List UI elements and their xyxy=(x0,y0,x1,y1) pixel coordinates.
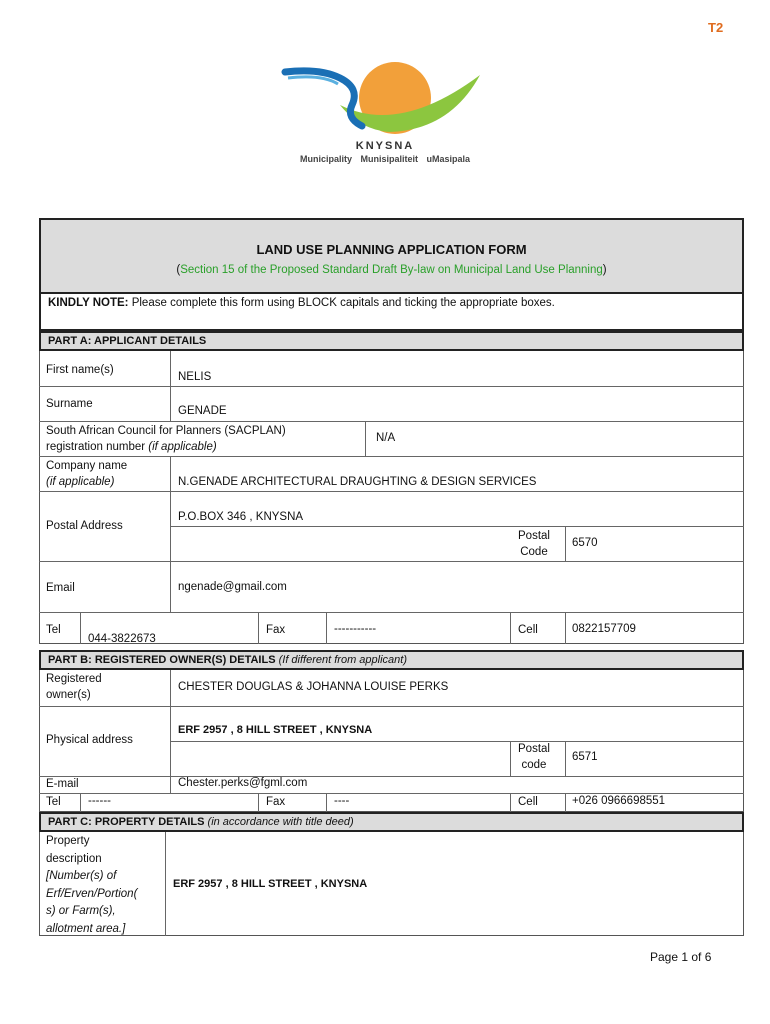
company-field[interactable]: N.GENADE ARCHITECTURAL DRAUGHTING & DESIGN SERVICES xyxy=(178,476,537,488)
property-description-label: Property description [Number(s) of Erf/Erven/Portion( s) or Farm(s), allotment area.] xyxy=(46,835,138,935)
form-code: T2 xyxy=(708,20,724,35)
email-field[interactable]: ngenade@gmail.com xyxy=(178,581,287,593)
company-label: Company name (if applicable) xyxy=(46,460,128,488)
owner-tel-field[interactable]: ------ xyxy=(88,795,111,807)
owner-email-field[interactable]: Chester.perks@fgml.com xyxy=(178,777,308,789)
form-title: LAND USE PLANNING APPLICATION FORM xyxy=(256,242,527,257)
part-a-table xyxy=(39,351,744,644)
knysna-logo xyxy=(280,60,490,140)
postal-address-label: Postal Address xyxy=(46,520,123,532)
physical-address-label: Physical address xyxy=(46,734,133,746)
page-number: Page 1 of 6 xyxy=(650,950,712,964)
owner-postal-code-label: Postal code xyxy=(518,743,550,771)
first-name-label: First name(s) xyxy=(46,364,114,376)
owner-fax-label: Fax xyxy=(266,796,286,808)
owner-fax-field[interactable]: ---- xyxy=(334,795,350,807)
surname-field[interactable]: GENADE xyxy=(178,405,227,417)
owner-cell-field[interactable]: +026 0966698551 xyxy=(572,795,666,807)
org-name: KNYSNA xyxy=(355,140,415,152)
part-a-heading: PART A: APPLICANT DETAILS xyxy=(39,331,744,351)
postal-code-label: Postal Code xyxy=(518,530,550,558)
owner-cell-label: Cell xyxy=(518,796,538,808)
first-name-field[interactable]: NELIS xyxy=(178,371,212,383)
owners-field[interactable]: CHESTER DOUGLAS & JOHANNA LOUISE PERKS xyxy=(178,681,449,693)
cell-label: Cell xyxy=(518,624,538,636)
cell-field[interactable]: 0822157709 xyxy=(572,623,636,635)
email-label: Email xyxy=(46,582,75,594)
form-title-block xyxy=(39,218,744,294)
sacplan-label: South African Council for Planners (SACPLAN) registration number (if applicable) xyxy=(46,425,286,453)
owner-postal-code-field[interactable]: 6571 xyxy=(572,751,598,763)
postal-address-field[interactable]: P.O.BOX 346 , KNYSNA xyxy=(178,511,304,523)
part-c-table xyxy=(39,832,744,936)
part-b-heading: PART B: REGISTERED OWNER(S) DETAILS (If different from applicant) xyxy=(39,650,744,670)
property-description-field[interactable]: ERF 2957 , 8 HILL STREET , KNYSNA xyxy=(173,878,368,890)
tel-label: Tel xyxy=(46,624,61,636)
owners-label: Registered owner(s) xyxy=(46,673,102,701)
kindly-note: KINDLY NOTE: Please complete this form using BLOCK capitals and ticking the appropriate boxes. xyxy=(39,294,744,331)
postal-code-field[interactable]: 6570 xyxy=(572,537,598,549)
fax-label: Fax xyxy=(266,624,286,636)
sacplan-field[interactable]: N/A xyxy=(376,432,396,444)
owner-email-label: E-mail xyxy=(46,778,79,790)
surname-label: Surname xyxy=(46,398,93,410)
form-subtitle: (Section 15 of the Proposed Standard Draft By-law on Municipal Land Use Planning) xyxy=(176,264,607,276)
physical-address-field[interactable]: ERF 2957 , 8 HILL STREET , KNYSNA xyxy=(178,724,373,736)
org-subtitle: Municipality Munisipaliteit uMasipala xyxy=(299,154,471,164)
part-c-heading: PART C: PROPERTY DETAILS (in accordance with title deed) xyxy=(39,812,744,832)
fax-field[interactable]: ----------- xyxy=(334,623,377,635)
tel-field[interactable]: 044-3822673 xyxy=(88,633,156,645)
owner-tel-label: Tel xyxy=(46,796,61,808)
